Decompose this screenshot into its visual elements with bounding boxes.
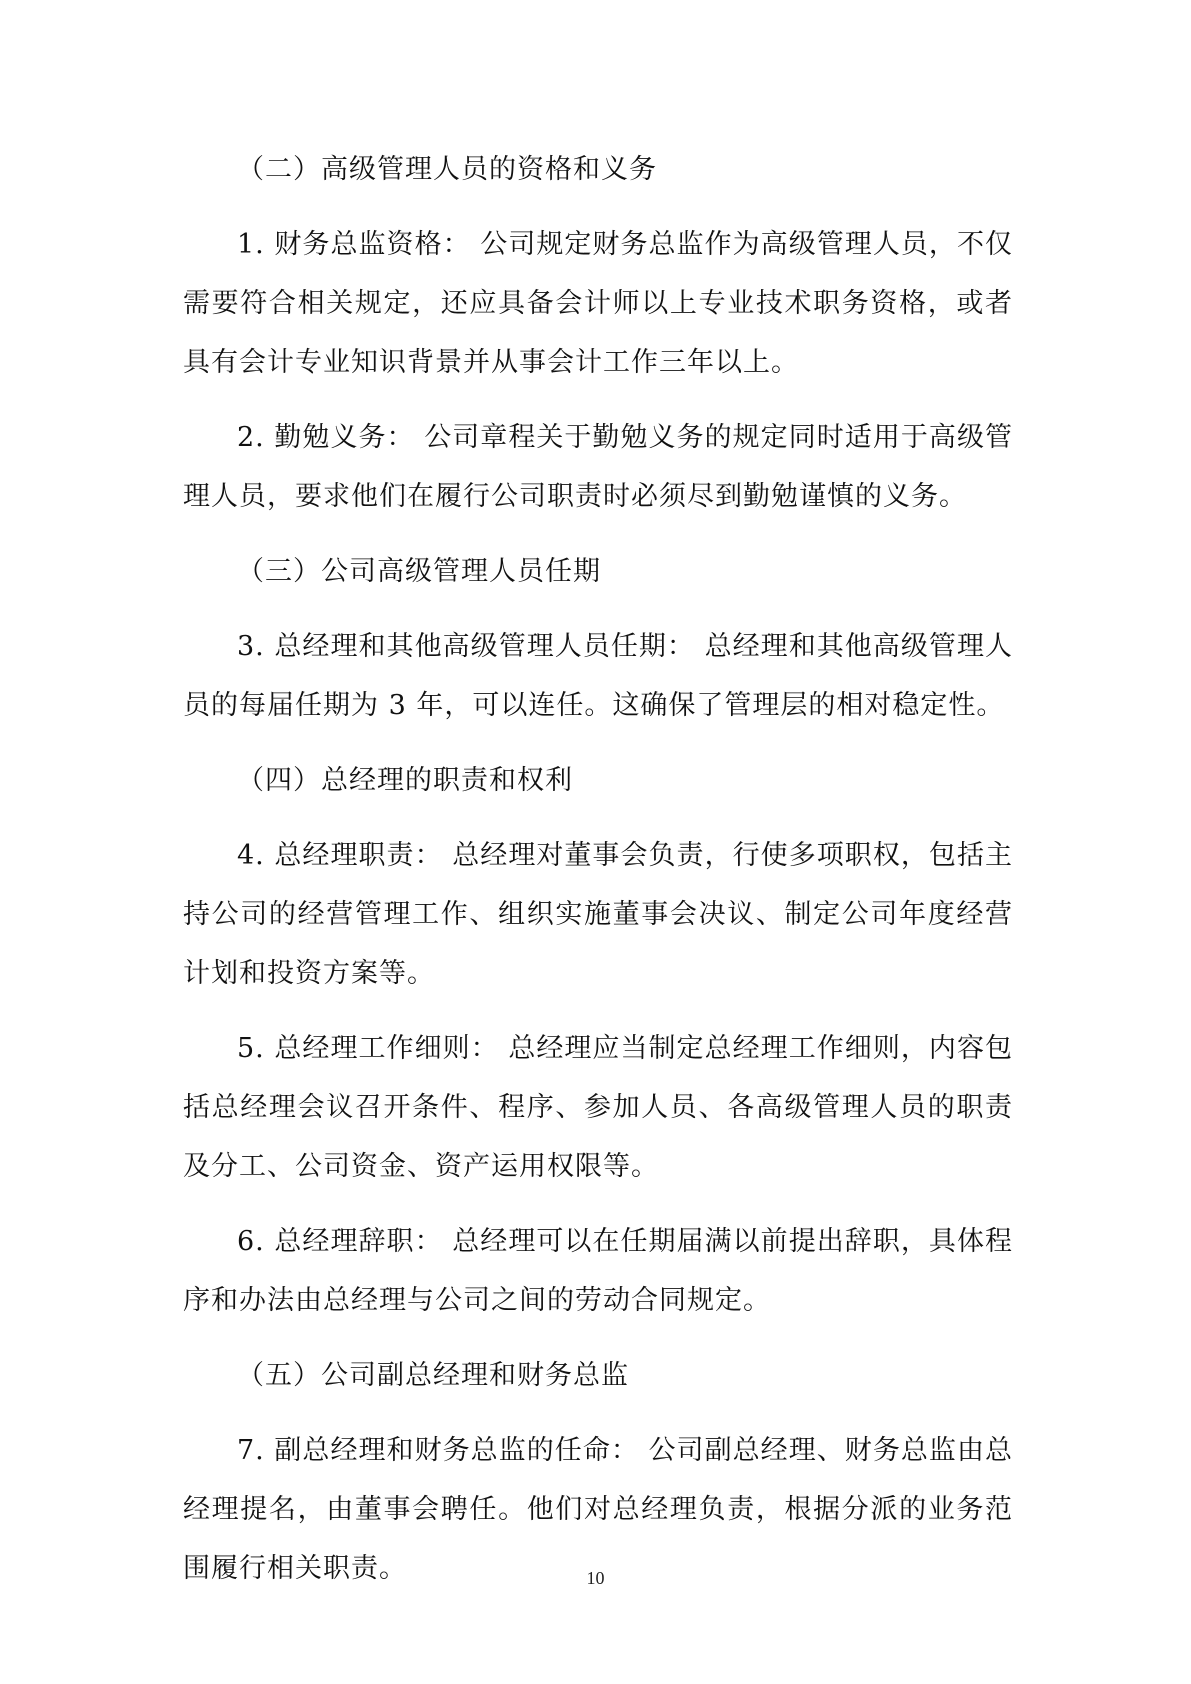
paragraph-gm-work-rules: 5. 总经理工作细则： 总经理应当制定总经理工作细则，内容包括总经理会议召开条件、程序、参加人员、各高级管理人员的职责及分工、公司资金、资产运用权限等。 (183, 1033, 1013, 1182)
paragraph-gm-duties: 4. 总经理职责： 总经理对董事会负责，行使多项职权，包括主持公司的经营管理工作、组织实施董事会决议、制定公司年度经营计划和投资方案等。 (183, 840, 1013, 989)
section-heading-3: （三）公司高级管理人员任期 (237, 556, 601, 587)
section-heading-4: （四）总经理的职责和权利 (237, 765, 573, 796)
section-heading-5: （五）公司副总经理和财务总监 (237, 1360, 629, 1391)
paragraph-gm-resignation: 6. 总经理辞职： 总经理可以在任期届满以前提出辞职，具体程序和办法由总经理与公司之间的劳动合同规定。 (183, 1226, 1013, 1316)
paragraph-cfo-qualification: 1. 财务总监资格： 公司规定财务总监作为高级管理人员，不仅需要符合相关规定，还应具备会计师以上专业技术职务资格，或者具有会计专业知识背景并从事会计工作三年以上。 (183, 229, 1013, 378)
document-body (183, 140, 1013, 1614)
paragraph-deputy-gm-appointment: 7. 副总经理和财务总监的任命： 公司副总经理、财务总监由总经理提名，由董事会聘任。他们对总经理负责，根据分派的业务范围履行相关职责。 (183, 1435, 1013, 1584)
section-heading-2: （二）高级管理人员的资格和义务 (237, 154, 657, 185)
paragraph-term-of-office: 3. 总经理和其他高级管理人员任期： 总经理和其他高级管理人员的每届任期为 3 年，可以连任。这确保了管理层的相对稳定性。 (183, 631, 1013, 721)
page-number: 10 (586, 1568, 605, 1588)
paragraph-diligence-duty: 2. 勤勉义务： 公司章程关于勤勉义务的规定同时适用于高级管理人员，要求他们在履行公司职责时必须尽到勤勉谨慎的义务。 (183, 422, 1013, 512)
